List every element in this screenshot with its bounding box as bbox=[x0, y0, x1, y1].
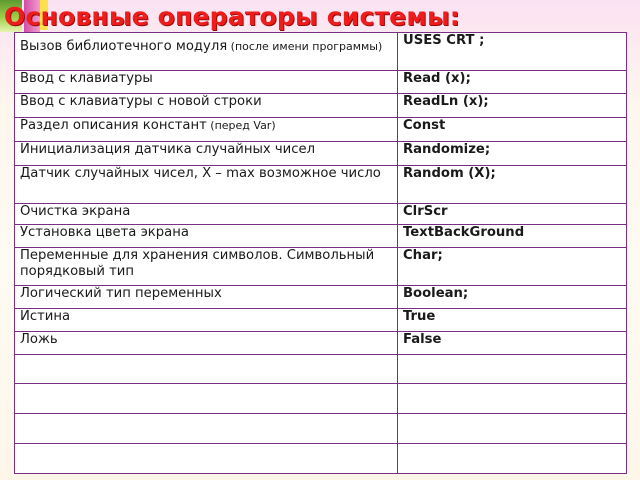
description-cell bbox=[15, 332, 398, 355]
table-row bbox=[15, 225, 627, 248]
table-row bbox=[15, 33, 627, 71]
description-cell bbox=[15, 384, 398, 414]
table-row bbox=[15, 309, 627, 332]
operator-text: Char; bbox=[403, 248, 443, 263]
description-text: Очистка экрана bbox=[20, 204, 131, 219]
operator-cell bbox=[398, 142, 627, 166]
table-row bbox=[15, 332, 627, 355]
description-text: Истина bbox=[20, 309, 71, 324]
description-cell bbox=[15, 309, 398, 332]
description-note: (перед Var) bbox=[206, 119, 276, 132]
description-text: Установка цвета экрана bbox=[20, 225, 189, 240]
table-row bbox=[15, 142, 627, 166]
operator-text: True bbox=[403, 309, 436, 324]
operator-cell bbox=[398, 248, 627, 286]
table-row bbox=[15, 166, 627, 204]
description-cell bbox=[15, 248, 398, 286]
operator-text: False bbox=[403, 332, 442, 347]
operator-cell bbox=[398, 166, 627, 204]
description-text: Переменные для хранения символов. Символьный порядковый тип bbox=[20, 248, 375, 279]
operator-text: Randomize; bbox=[403, 142, 491, 157]
description-cell bbox=[15, 166, 398, 204]
operator-cell bbox=[398, 71, 627, 94]
operator-cell bbox=[398, 33, 627, 71]
operator-text: TextBackGround bbox=[403, 225, 525, 240]
operator-cell bbox=[398, 444, 627, 474]
operator-text: ReadLn (x); bbox=[403, 94, 489, 109]
operator-text: Random (X); bbox=[403, 166, 496, 181]
description-cell bbox=[15, 142, 398, 166]
operator-cell bbox=[398, 286, 627, 309]
operator-cell bbox=[398, 204, 627, 225]
table-row bbox=[15, 384, 627, 414]
table-row bbox=[15, 94, 627, 118]
operator-text: Read (x); bbox=[403, 71, 471, 86]
description-text: Инициализация датчика случайных чисел bbox=[20, 142, 316, 157]
description-cell bbox=[15, 33, 398, 71]
table-row bbox=[15, 204, 627, 225]
operator-cell bbox=[398, 355, 627, 384]
operator-text: USES CRT ; bbox=[403, 33, 485, 48]
description-cell bbox=[15, 355, 398, 384]
description-cell bbox=[15, 414, 398, 444]
description-text: Раздел описания констант bbox=[20, 118, 207, 133]
description-cell bbox=[15, 204, 398, 225]
operator-cell bbox=[398, 332, 627, 355]
description-cell bbox=[15, 286, 398, 309]
page-title: Основные операторы системы: bbox=[4, 2, 460, 31]
operator-cell bbox=[398, 384, 627, 414]
description-text: Вызов библиотечного модуля bbox=[20, 39, 228, 54]
table-row bbox=[15, 118, 627, 142]
operator-cell bbox=[398, 309, 627, 332]
description-text: Логический тип переменных bbox=[20, 286, 222, 301]
description-cell bbox=[15, 94, 398, 118]
table-row bbox=[15, 355, 627, 384]
table-row bbox=[15, 248, 627, 286]
operator-cell bbox=[398, 118, 627, 142]
table-row bbox=[15, 414, 627, 444]
operator-cell bbox=[398, 225, 627, 248]
table-row bbox=[15, 71, 627, 94]
description-text: Ввод с клавиатуры bbox=[20, 71, 153, 86]
operator-text: ClrScr bbox=[403, 204, 448, 219]
description-text: Ложь bbox=[20, 332, 58, 347]
description-cell bbox=[15, 71, 398, 94]
operator-text: Boolean; bbox=[403, 286, 469, 301]
operator-text: Const bbox=[403, 118, 446, 133]
operators-table bbox=[14, 32, 627, 474]
description-cell bbox=[15, 444, 398, 474]
table-row bbox=[15, 286, 627, 309]
description-text: Датчик случайных чисел, X – max возможное число bbox=[20, 166, 381, 181]
description-cell bbox=[15, 225, 398, 248]
description-text: Ввод с клавиатуры с новой строки bbox=[20, 94, 262, 109]
description-note: (после имени программы) bbox=[227, 40, 383, 53]
operator-cell bbox=[398, 414, 627, 444]
table-row bbox=[15, 444, 627, 474]
description-cell bbox=[15, 118, 398, 142]
operator-cell bbox=[398, 94, 627, 118]
